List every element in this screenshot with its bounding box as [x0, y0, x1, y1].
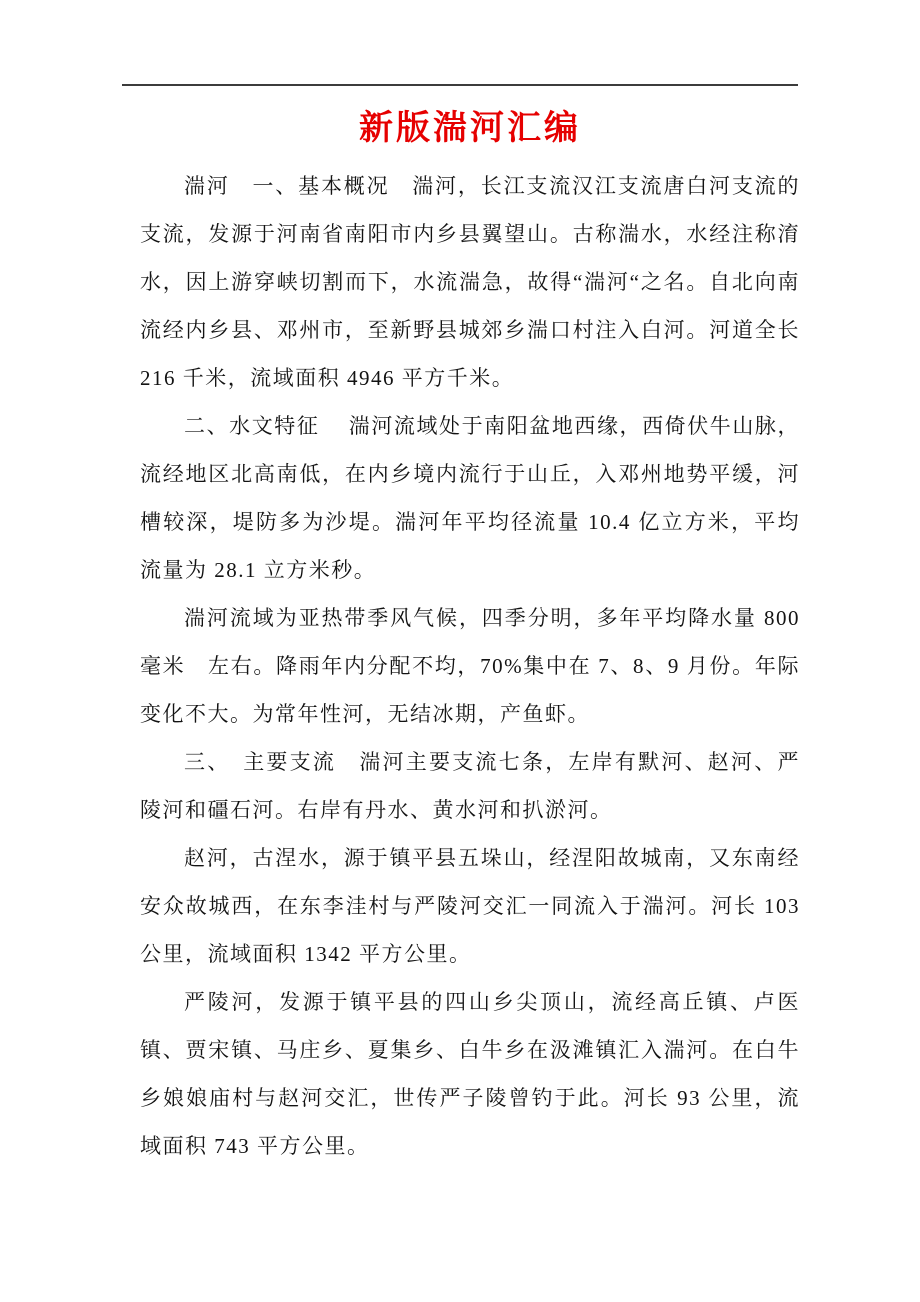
- paragraph-basic-overview: 湍河 一、基本概况 湍河，长江支流汉江支流唐白河支流的支流，发源于河南省南阳市内乡县翼望山。古称湍水，水经注称淯水，因上游穿峡切割而下，水流湍急，故得“湍河“之名。自北向南流经内乡县、邓州市，至新野县城郊乡湍口村注入白河。河道全长 216 千米，流域面积 4946 平方千米。: [140, 174, 800, 390]
- paragraph-yanling-river: 严陵河，发源于镇平县的四山乡尖顶山，流经高丘镇、卢医镇、贾宋镇、马庄乡、夏集乡、白牛乡在汲滩镇汇入湍河。在白牛乡娘娘庙村与赵河交汇，世传严子陵曾钓于此。河长 93 公里，流域面积 743 平方公里。: [140, 990, 800, 1158]
- document-title: 新版湍河汇编: [359, 110, 581, 147]
- header-rule: [122, 84, 798, 86]
- paragraph-hydrology: 二、水文特征 湍河流域处于南阳盆地西缘，西倚伏牛山脉，流经地区北高南低，在内乡境内流行于山丘，入邓州地势平缓，河槽较深，堤防多为沙堤。湍河年平均径流量 10.4 亿立方米，平均流量为 28.1 立方米秒。: [140, 414, 800, 582]
- paragraph-main-tributaries: 三、 主要支流 湍河主要支流七条，左岸有默河、赵河、严陵河和礓石河。右岸有丹水、黄水河和扒淤河。: [140, 750, 800, 822]
- paragraph-climate: 湍河流域为亚热带季风气候，四季分明，多年平均降水量 800 毫米 左右。降雨年内分配不均，70%集中在 7、8、9 月份。年际变化不大。为常年性河，无结冰期，产鱼虾。: [140, 606, 800, 726]
- document-content: [140, 106, 800, 1170]
- paragraph-zhao-river: 赵河，古涅水，源于镇平县五垛山，经涅阳故城南，又东南经安众故城西，在东李洼村与严陵河交汇一同流入于湍河。河长 103 公里，流域面积 1342 平方公里。: [140, 846, 800, 966]
- document-body: [140, 162, 800, 1170]
